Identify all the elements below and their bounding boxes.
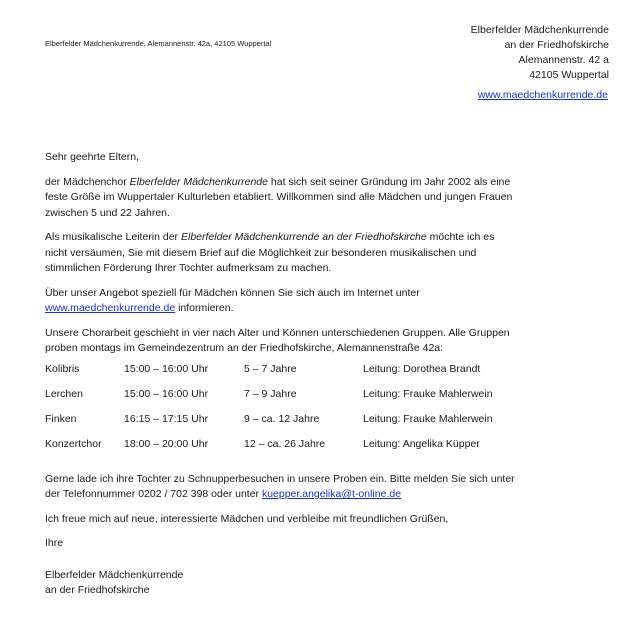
- group-age: 12 – ca. 26 Jahre: [244, 437, 326, 450]
- paragraph-purpose: [45, 230, 515, 277]
- group-time: 15:00 – 16:00 Uhr: [124, 362, 209, 375]
- choir-full-name: Elberfelder Mädchenkurrende an der Friedhofskirche: [180, 231, 427, 243]
- closing-word: Ihre: [45, 537, 64, 549]
- paragraph-text: der Mädchenchor: [45, 175, 130, 188]
- group-name: Finken: [45, 412, 77, 425]
- signature-block: [45, 568, 515, 599]
- group-time: 15:00 – 16:00 Uhr: [124, 387, 209, 400]
- paragraph-intro: [45, 175, 515, 222]
- signature-line: an der Friedhofskirche: [45, 584, 150, 596]
- choir-name: Elberfelder Mädchenkurrende: [129, 175, 268, 188]
- sender-address-block: [471, 23, 609, 83]
- sender-city: 42105 Wuppertal: [529, 69, 609, 81]
- group-age: 7 – 9 Jahre: [244, 387, 297, 400]
- table-row: [45, 437, 515, 462]
- paragraph-text: möchte ich es nicht versäumen, Sie mit diesem Brief auf die Möglichkeit zur besonderen musikalischen und stimmlichen Förderung Ihrer Tochter aufmerksam zu machen.: [45, 231, 495, 274]
- group-age: 9 – ca. 12 Jahre: [244, 412, 320, 425]
- schedule-table: [45, 362, 515, 462]
- signature-line: Elberfelder Mädchenkurrende: [45, 568, 184, 581]
- sender-subname: an der Friedhofskirche: [504, 39, 609, 51]
- paragraph-text: Über unser Angebot speziell für Mädchen können Sie sich auch im Internet unter: [45, 286, 420, 299]
- email-link[interactable]: kuepper.angelika@t-online.de: [261, 488, 402, 500]
- group-name: Kolibris: [45, 362, 80, 375]
- salutation: Sehr geehrte Eltern,: [45, 151, 139, 163]
- group-leader: Leitung: Frauke Mahlerwein: [363, 412, 493, 425]
- letter-body: [45, 150, 515, 599]
- group-leader: Leitung: Angelika Küpper: [363, 437, 480, 450]
- website-inline-link[interactable]: www.maedchenkurrende.de: [45, 302, 176, 314]
- group-name: Konzertchor: [45, 437, 102, 450]
- paragraph-text: hat sich seit seiner Gründung im Jahr 2002 als eine feste Größe im Wuppertaler Kulturleben etabliert. Willkommen sind alle Mädchen und jungen Frauen zwischen 5 und 22 Jahren.: [45, 175, 513, 219]
- group-time: 18:00 – 20:00 Uhr: [124, 437, 209, 450]
- sender-name: Elberfelder Mädchenkurrende: [470, 24, 609, 36]
- group-time: 16:15 – 17:15 Uhr: [124, 412, 209, 425]
- paragraph-internet: [45, 286, 515, 317]
- table-row: [45, 362, 515, 387]
- paragraph-invitation: [45, 472, 515, 503]
- group-age: 5 – 7 Jahre: [244, 362, 297, 375]
- sender-address-line: Elberfelder Mädchenkurrende, Alemannenstr. 42a, 42105 Wuppertal: [45, 39, 272, 48]
- group-leader: Leitung: Frauke Mahlerwein: [363, 387, 493, 400]
- paragraph-text: informieren.: [175, 302, 234, 314]
- table-row: [45, 387, 515, 412]
- paragraph-text: Als musikalische Leiterin der: [45, 231, 181, 243]
- group-name: Lerchen: [45, 387, 83, 400]
- paragraph-closing: Ich freue mich auf neue, interessierte Mädchen und verbleibe mit freundlichen Grüßen,: [45, 512, 449, 525]
- website-link[interactable]: www.maedchenkurrende.de: [477, 89, 608, 101]
- table-row: [45, 412, 515, 437]
- group-leader: Leitung: Dorothea Brandt: [363, 362, 481, 375]
- paragraph-groups: Unsere Chorarbeit geschieht in vier nach Alter und Können unterschiedenen Gruppen. Alle Gruppen proben montags im Gemeindezentrum an der Friedhofskirche, Alemannenstraße 42a:: [45, 326, 510, 354]
- sender-street: Alemannenstr. 42 a: [518, 54, 609, 66]
- paragraph-text: Gerne lade ich ihre Tochter zu Schnupperbesuchen in unsere Proben ein. Bitte melden Sie sich unter der Telefonnummer 0202 / 702 398 oder unter: [45, 472, 515, 500]
